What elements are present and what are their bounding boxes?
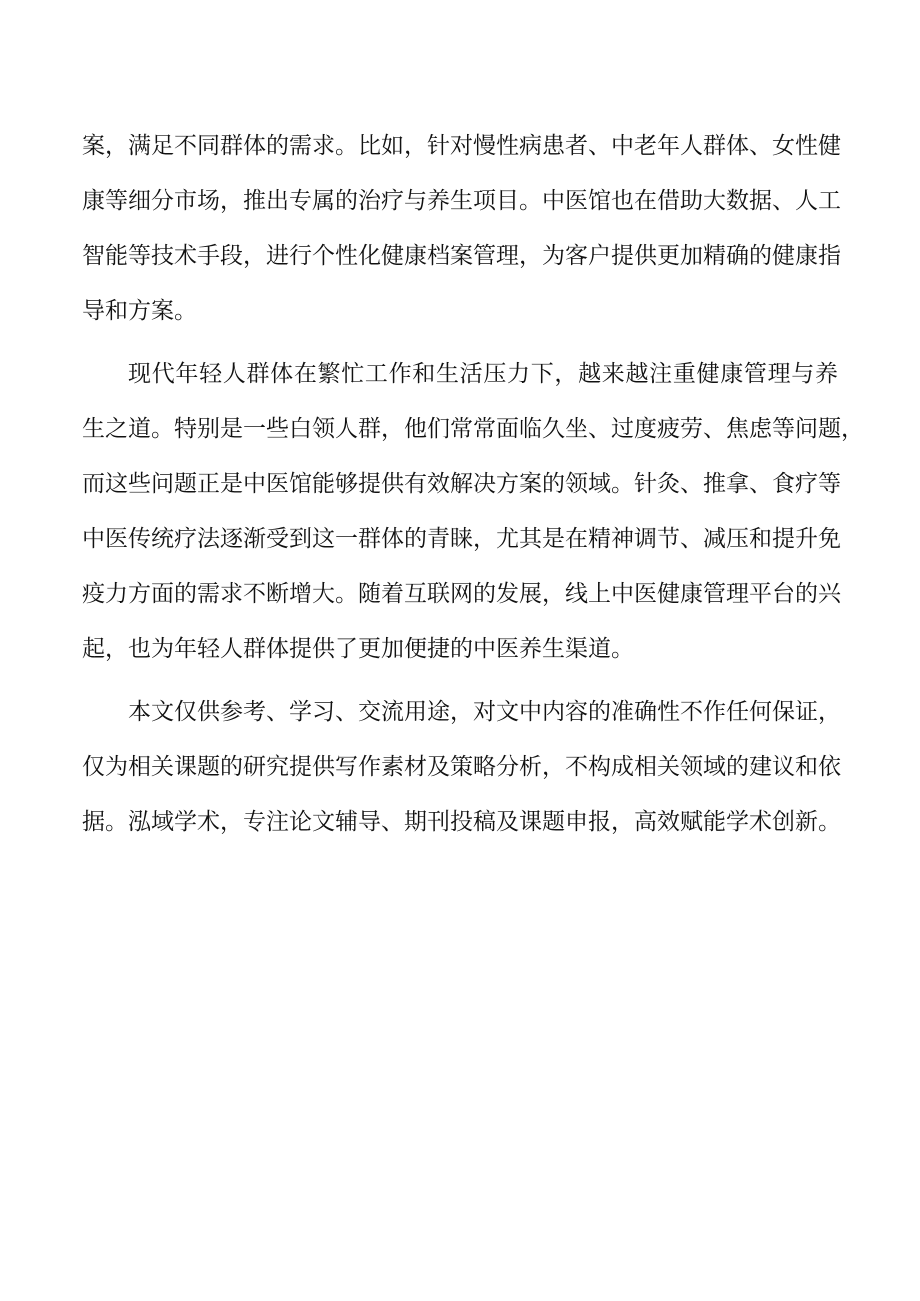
paragraph-line: 仅为相关课题的研究提供写作素材及策略分析，不构成相关领域的建议和依 (82, 754, 841, 780)
paragraph-3 (82, 685, 841, 850)
document-body (82, 119, 864, 850)
paragraph-line: 而这些问题正是中医馆能够提供有效解决方案的领域。针灸、推拿、食疗等 (82, 471, 841, 497)
paragraph-spacer (82, 677, 838, 685)
paragraph-line: 导和方案。 (82, 298, 197, 324)
paragraph-line: 生之道。特别是一些白领人群，他们常常面临久坐、过度疲劳、焦虑等问题， (82, 416, 864, 442)
paragraph-line: 现代年轻人群体在繁忙工作和生活压力下，越来越注重健康管理与养 (128, 361, 838, 387)
paragraph-line: 康等细分市场，推出专属的治疗与养生项目。中医馆也在借助大数据、人工 (82, 188, 841, 214)
paragraph-line: 起，也为年轻人群体提供了更加便捷的中医养生渠道。 (82, 636, 634, 662)
paragraph-line: 疫力方面的需求不断增大。随着互联网的发展，线上中医健康管理平台的兴 (82, 581, 841, 607)
paragraph-line: 据。泓域学术，专注论文辅导、期刊投稿及课题申报，高效赋能学术创新。 (82, 809, 841, 835)
paragraph-line: 中医传统疗法逐渐受到这一群体的青睐，尤其是在精神调节、减压和提升免 (82, 526, 841, 552)
paragraph-2 (82, 347, 864, 677)
paragraph-line: 智能等技术手段，进行个性化健康档案管理，为客户提供更加精确的健康指 (82, 243, 841, 269)
paragraph-line: 本文仅供参考、学习、交流用途，对文中内容的准确性不作任何保证， (128, 699, 841, 725)
paragraph-1 (82, 119, 841, 339)
paragraph-line: 案，满足不同群体的需求。比如，针对慢性病患者、中老年人群体、女性健 (82, 133, 841, 159)
paragraph-spacer (82, 339, 838, 347)
